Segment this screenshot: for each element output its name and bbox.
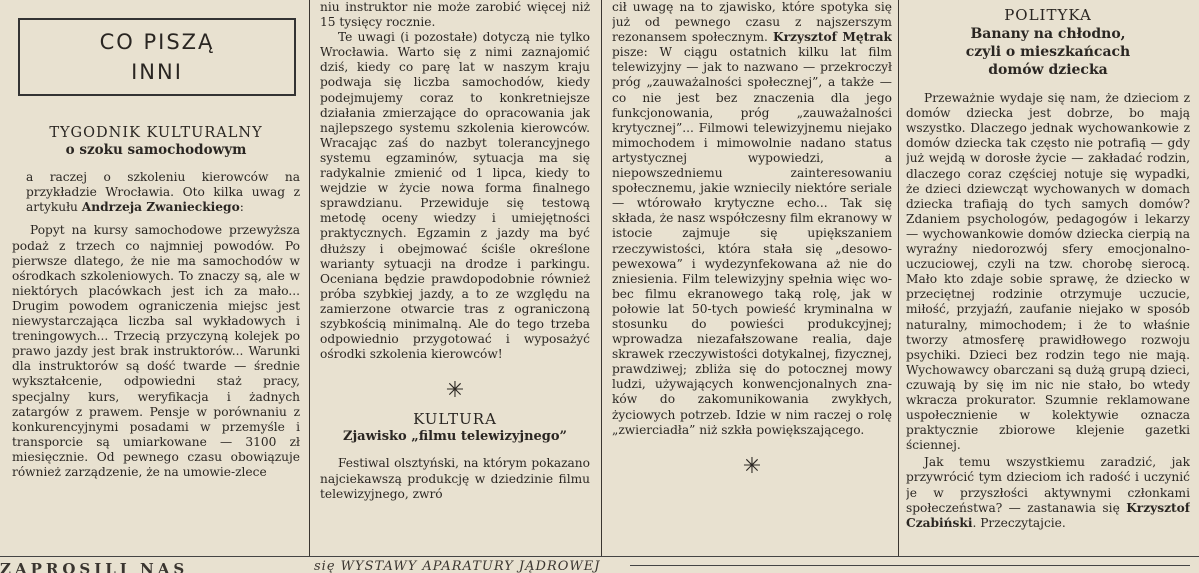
article-intro: [26, 170, 300, 215]
author-name: Andrzeja Zwanieckiego: [81, 200, 240, 215]
intro-colon: :: [239, 200, 244, 215]
next-heading: ZAPROSILI NAS: [0, 560, 189, 573]
article-body: Popyt na kursy samochodowe przewyższa podaż z trzech co najmniej powodów. Po pierwsze dlatego, że nie ma samochodów w ośrodkach szkoleniowych. To znaczy są, ale w niektórych placówkach jest ich za mało... Drugim powodem ograniczenia miejsc jest niewystarczająca liczba sal wykładowych i treningowych... Trzecią przyczyną kolejek po prawo jazdy jest brak instruktorów... Warunki dla instruktorów są dość twarde — średnie wykształcenie, odpowiedni staż pracy, specjalny kurs, weryfikacja i żadnych zatargów z prawem. Pensje w porównaniu z konkurencyjnymi posadami w przemyśle i transporcie są umiarkowane — 3100 zł miesięcznie. Od pewnego czasu obowiązuje również zarządzenie, że na umowie-zlece: [12, 223, 300, 479]
article-continuation: niu instruktor nie może zarobić więcej niż 15 tysięcy rocznie.: [320, 0, 590, 30]
section-header-box: [18, 18, 296, 96]
intro-text: a raczej o szkoleniu kierowców na przykładzie Wrocławia. Oto kilka uwag z artykułu: [26, 170, 300, 215]
article-paragraph: [906, 455, 1190, 530]
next-subheading: się WYSTAWY APARATURY JĄDROWEJ: [314, 559, 601, 573]
header-line-1: CO PISZĄ: [99, 30, 215, 54]
column-divider: [601, 0, 602, 556]
column-film-continuation: [612, 0, 892, 488]
source-title: TYGODNIK KULTURALNY: [49, 125, 263, 141]
column-tygodnik-kulturalny: [12, 0, 300, 480]
title-line: Banany na chłodno,: [970, 26, 1126, 43]
article-title: [906, 25, 1190, 79]
title-line: domów dziecka: [988, 62, 1108, 79]
body-text: pisze: W ciągu ostatnich kilku lat film telewizyjny — jak to nazwano — przekroczył próg „zauważalności społecznej”, a także — co nie jest bez znaczenia dla jego funkcjonowania, próg „zauważalności krytycznej”... Filmowi telewizyjnemu niejako mimochodem i mimowolnie nadano status artystycznej wypowiedzi, a niepowszedniemu zainteresowaniu społecznemu, jakie wzniecily niektóre seriale — wtórowało krytyczne echo... Tak się składa, że nasz współczesny film ekranowy w istocie zajmuje się upiększaniem rzeczywistości, która stała się „desowo-pewexowa” i wydezynfekowana aż nie do zniesienia. Film telewizyjny spełnia więc wobec filmu ekranowego taką rolę, jak w połowie lat 50-tych powieść kryminalna w stosunku do powieści produkcyjnej; wprowadza niezafałszowane realia, daje skrawek rzeczywistości dotykalnej, fizycznej, prawdziwej; zbliża się do potocznej mowy ludzi, używających konwencjonalnych znaków do zakomunikowania zwykłych, życiowych potrzeb. Idzie w nim raczej o rolę „zwierciadła” niż szkła powiększającego.: [612, 45, 892, 437]
column-kultura: [320, 0, 590, 502]
author-name: Krzysztof Czabiński: [906, 500, 1190, 530]
body-text: cił uwagę na to zjawisko, które spotyka się już od pewnego czasu z najszerszym rezonansem społecznym.: [612, 0, 892, 45]
article-title: o szoku samochodowym: [65, 142, 247, 159]
next-article-strip: [0, 556, 1199, 573]
header-line-2: INNI: [131, 60, 183, 84]
column-polityka: [906, 0, 1190, 531]
divider-line: [630, 565, 1190, 566]
column-divider: [309, 0, 310, 556]
asterisk-separator-icon: ✳: [742, 453, 762, 479]
section-name: KULTURA: [413, 410, 497, 429]
section-name: POLITYKA: [1004, 6, 1092, 24]
article-paragraph: Przeważnie wydaje się nam, że dzieciom z domów dziecka jest dobrze, bo mają wszystko. Dlaczego jednak wychowankowie z domów dziecka tak często nie potrafią — gdy już wejdą w dorosłe życie — zakładać rodzin, dlaczego coraz częściej notuje się wypadki, że dzieci dziewcząt wychowanych w domach dziecka trafiają do tych samych domów? Zdaniem psychologów, pedagogów i lekarzy — wychowankowie domów dziecka cierpią na wyraźny niedorozwój sfery emocjonalno-uczuciowej, czyli na tzw. chorobę sierocą. Mało kto zdaje sobie sprawę, że dziecko w przeciętnej rodzinie otrzymuje uczucie, miłość, przyjaźń, zaufanie niejako w sposób naturalny, mimochodem; i że to właśnie tworzy atmosferę prawidłowego rozwoju psychiki. Dzieci bez rodzin tego nie mają. Wychowawcy obarczani są dużą grupą dzieci, czuwają by się im nic nie stało, bo wtedy wkracza prokurator. Szumnie reklamowane uspołecznienie w kolektywie oznacza praktycznie zbiorowe klejenie gazetki ściennej.: [906, 91, 1190, 453]
column-divider: [898, 0, 899, 556]
author-name: Krzysztof Mętrak: [773, 30, 892, 45]
article-title: Zjawisko „filmu telewizyjnego”: [342, 429, 568, 445]
body-text: Jak temu wszystkiemu zaradzić, jak przywrócić tym dzieciom ich radość i uczynić je w przyszłości aktywnymi członkami społeczeństwa? — zastanawia się: [906, 455, 1190, 515]
article-body: [612, 0, 892, 438]
title-line: czyli o mieszkańcach: [965, 44, 1131, 61]
asterisk-separator-icon: ✳: [445, 378, 465, 404]
article-paragraph: Te uwagi (i pozostałe) dotyczą nie tylko Wrocławia. Warto się z nimi zaznajomić dziś, kiedy co parę lat w naszym kraju podwaja się liczba samochodów, kiedy podejmujemy coraz to konkretniejsze działania zmierzające do opracowania jak najlepszego systemu szkolenia kierowców. Wracając zaś do nazbyt tolerancyjnego systemu egzaminów, sytuacja ma się radykalnie zmienić od 1 lipca, kiedy to wejdzie w życie nowa forma finalnego sprawdzianu. Przewiduje się testową metodę oceny wiedzy i umiejętności praktycznych. Egzamin z jazdy ma być dłuższy i obejmować ściśle określone warianty sytuacji na drodze i parkingu. Oceniana będzie prawdopodobnie również próba szybkiej jazdy, a to ze względu na zamierzone otwarcie tras z ograniczoną szybkością minimalną. Ale do tego trzeba odpowiednio przygotować i wyposażyć ośrodki szkolenia kierowców!: [320, 30, 590, 362]
article-paragraph: Festiwal olsztyński, na którym pokazano najciekawszą produkcję w dziedzinie filmu telewizyjnego, zwró: [320, 456, 590, 501]
body-text: . Przeczytajcie.: [972, 515, 1066, 530]
